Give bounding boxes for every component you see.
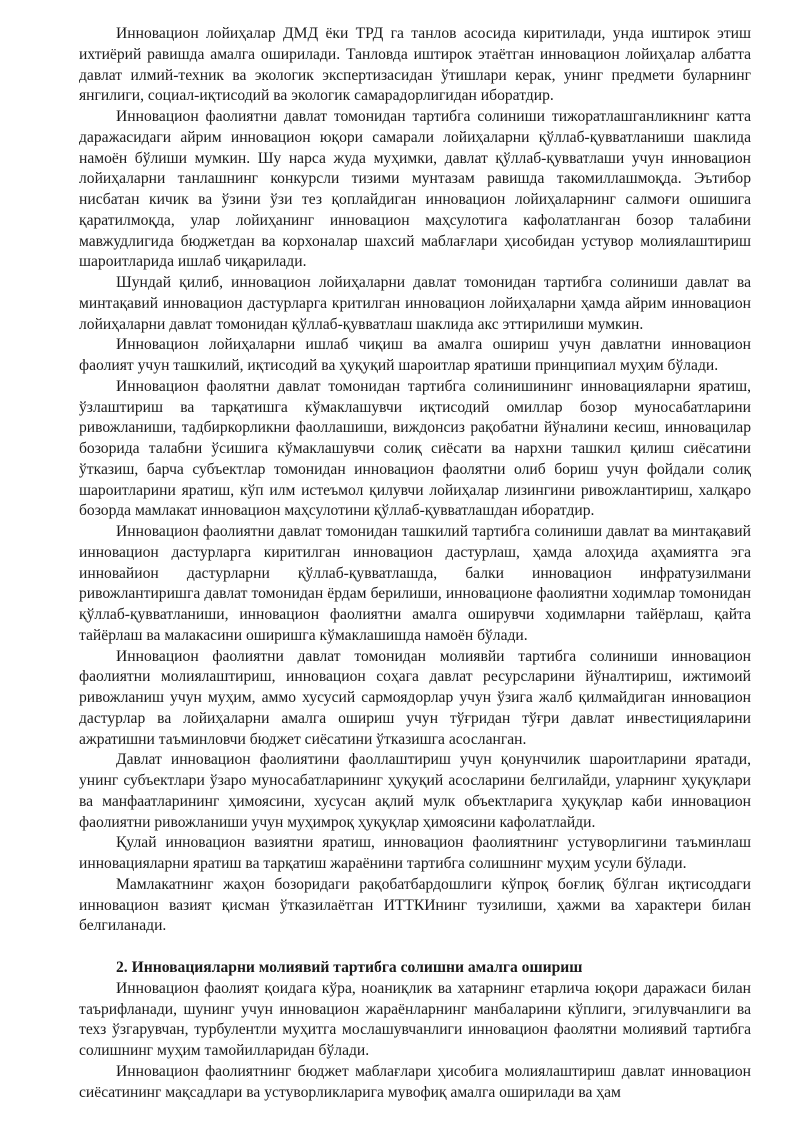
paragraph: Инновацион лойиҳаларни ишлаб чиқиш ва амалга ошириш учун давлатни инновацион фаолият учун ташкилий, иқтисодий ва ҳуқуқий шароитлар яратиши принципиал муҳим бўлади. (79, 336, 751, 374)
paragraph: Шундай қилиб, инновацион лойиҳаларни давлат томонидан тартибга солиниши давлат ва минтақавий инновацион дастурларга критилган инновацион лойиҳаларни ҳамда айрим инновацион лойиҳаларни давлат томонидан қўллаб-қувватлаш шаклида акс эттирилиши мумкин. (79, 274, 751, 333)
section-heading: 2. Инновацияларни молиявий тартибга солишни амалга ошириш (116, 959, 583, 976)
paragraph: Қулай инновацион вазиятни яратиш, инновацион фаолиятнинг устуворлигини таъминлаш инновацияларни яратиш ва тарқатиш жараёнини тартибга солишнинг муҳим усули бўлади. (79, 834, 751, 872)
paragraph: Инновацион фаолиятни давлат томонидан ташкилий тартибга солиниши давлат ва минтақавий инновацион дастурларга киритилган инновацион дастурлаш, ҳамда алоҳида аҳамиятга эга инновайион дастурларни қўллаб-қувватлашда, балки инновацион инфратузилмани ривожлантиришга давлат томонидан ёрдам берилиши, инновационе фаолиятни ходимлар томонидан қўллаб-қувватланиши, инновацион фаолиятни амалга оширувчи ходимларни тайёрлаш, қайта тайёрлаш ва малакасини оширишга кўмаклашишда намоён бўлади. (79, 523, 751, 644)
paragraph: Инновацион лойиҳалар ДМД ёки ТРД га танлов асосида киритилади, унда иштирок этиш ихтиёрий равишда амалга оширилади. Танловда иштирок этаётган инновацион лойиҳалар албатта давлат илмий-техник ва экологик экспертизасидан ўтишлари керак, унинг предмети буларнинг янгилиги, социал-иқтисодий ва экологик самарадорлигидан иборатдир. (79, 25, 751, 105)
paragraph: Инновацион фаолятни давлат томонидан тартибга солинишининг инновацияларни яратиш, ўзлаштириш ва тарқатишга кўмаклашувчи иқтисодий омиллар бозор муносабатларини ривожланиши, тадбиркорликни фаоллашиши, виждонсиз рақобатни йўналини кесиш, инновацилар бозорида талабни ўсишига кўмаклашувчи солиқ сиёсати ва нархни ташкил қилиш сиёсатини ўтказиш, барча субъектлар томонидан инновацион фаолятни олиб бориш учун фойдали солиқ шароитларини яратиш, кўп илм истеъмол қилувчи лойиҳалар лизингини ривожлантириш, халқаро бозорда мамлакат инновацион маҳсулотини қўллаб-қувватлашдан иборатдир. (79, 377, 751, 520)
document-page (79, 24, 751, 1103)
paragraph: Мамлакатнинг жаҳон бозоридаги рақобатбардошлиги кўпроқ боғлиқ бўлган иқтисоддаги инновацион вазият қисман ўтказилаётган ИТТКИнинг тузилиши, ҳажми ва характери билан белгиланади. (79, 875, 751, 935)
paragraph: Давлат инновацион фаолиятини фаоллаштириш учун қонунчилик шароитларини яратади, унинг субъектлари ўзаро муносабатларининг ҳуқуқий асосларини белгилайди, уларнинг ҳуқуқлари ва манфаатларининг ҳимоясини, хусусан ақлий мулк объектларига ҳуқуқлар каби инновацион фаолиятни ривожланиши учун муҳимроқ ҳуқуқлар ҳимоясини кафолатлайди. (79, 751, 751, 831)
paragraph: Инновацион фаолиятни давлат томонидан молиявйи тартибга солиниши инновацион фаолиятни молиялаштириш, инновацион соҳага давлат ресурсларини йўналтириш, ижтимоий ривожланиш учун муҳим, аммо хусусий сармоядорлар учун ўзига жалб қилмайдиган инновацион дастурлар ва лойиҳаларни амалга ошириш учун тўғридан тўғри давлат инвестицияларини ажратишни таъминловчи бюджет сиёсатини ўтказишга асосланган. (79, 647, 751, 748)
paragraph: Инновацион фаолиятни давлат томонидан тартибга солиниши тижоратлашганликнинг катта даражасидаги айрим инновацион юқори самарали лойиҳаларни қўллаб-қувватланиши шаклида намоён бўлиши мумкин. Шу нарса жуда муҳимки, давлат қўллаб-қувватлаши учун инновацион лойиҳаларни танлашнинг конкурсли тизими мунтазам равишда такомиллашмоқда. Эътибор нисбатан кичик ва ўзини ўзи тез қоплайдиган инновацион лойиҳаларнинг салмоғи ошишига қаратилмоқда, улар лойиҳанинг инновацион маҳсулотига кафолатланган бозор талабини мавжудлигида бюджетдан ва корхоналар шахсий маблағлари ҳисобидан устувор молиялаштириш шароитларида ишлаб чиқарилади. (79, 108, 751, 271)
paragraph: Инновацион фаолият қоидага кўра, ноаниқлик ва хатарнинг етарлича юқори даражаси билан таърифланади, шунинг учун инновацион жараёнларнинг манбаларини кўплиги, эгилувчанлиги ва техз ўзгарувчан, турбулентли муҳитга мослашувчанлиги инновацион фаолятни молиявий тартибга солишнинг муҳим тамойилларидан бўлади. (79, 979, 751, 1059)
paragraph: Инновацион фаолиятнинг бюджет маблағлари ҳисобига молиялаштириш давлат инновацион сиёсатининг мақсадлари ва устуворликларига мувофиқ амалга оширилади ва ҳам (79, 1062, 751, 1101)
